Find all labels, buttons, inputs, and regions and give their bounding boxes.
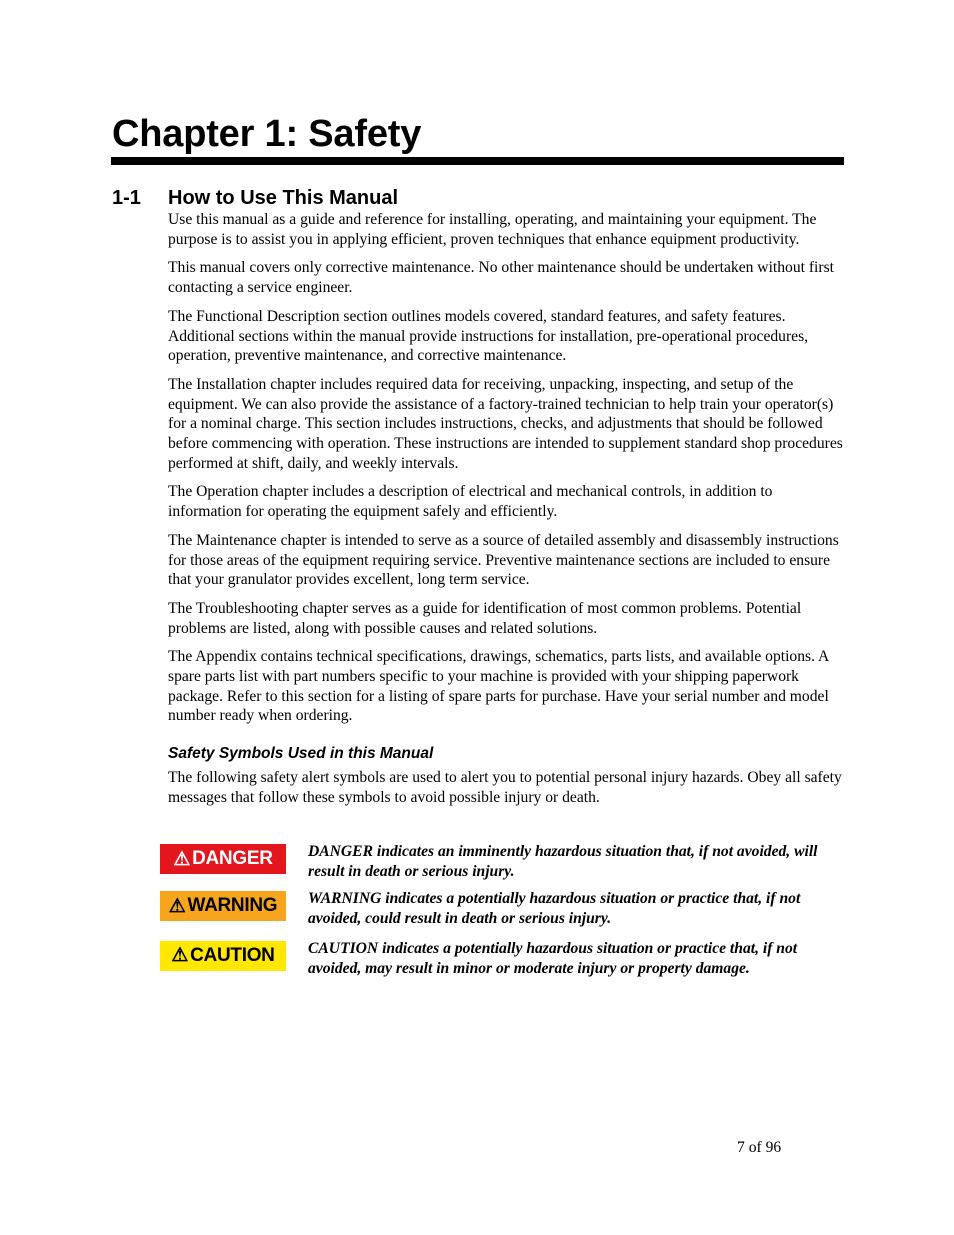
warning-badge: [160, 891, 286, 921]
warning-symbol-row: [160, 889, 844, 928]
paragraph-troubleshooting: The Troubleshooting chapter serves as a guide for identification of most common problems. Potential problems are listed, along with possible causes and related solutions.: [168, 599, 802, 637]
warning-description: WARNING indicates a potentially hazardous situation or practice that, if not avoided, could result in death or serious injury.: [308, 890, 801, 928]
paragraph-appendix: The Appendix contains technical specifications, drawings, schematics, parts lists, and available options. A spare parts list with part numbers specific to your machine is provided with your shipping paperwork package. Refer to this section for a listing of spare parts for purchase. Have your serial number and model number ready when ordering.: [168, 648, 829, 725]
page-number: 7 of 96: [737, 1139, 782, 1156]
chapter-title-rule: [111, 157, 844, 165]
caution-symbol-row: [160, 939, 844, 978]
danger-description: DANGER indicates an imminently hazardous situation that, if not avoided, will result in death or serious injury.: [308, 843, 818, 880]
paragraph-maintenance: The Maintenance chapter is intended to serve as a source of detailed assembly and disassembly instructions for those areas of the equipment requiring service. Preventive maintenance sections are included to ensure that your granulator provides excellent, long term service.: [168, 531, 839, 589]
paragraph-functional-description: The Functional Description section outlines models covered, standard features, and safety features. Additional sections within the manual provide instructions for installation, pre-operational procedures, operation, preventive maintenance, and corrective maintenance.: [168, 307, 809, 365]
section-heading: [112, 185, 398, 211]
caution-badge-label: CAUTION: [190, 944, 275, 966]
section-number: 1-1: [112, 187, 141, 209]
safety-symbols-list: [160, 842, 844, 978]
danger-badge-label: DANGER: [192, 848, 273, 869]
paragraph-intro: Use this manual as a guide and reference for installing, operating, and maintaining your equipment. The purpose is to assist you in applying efficient, proven techniques that enhance equipment productivity.: [168, 211, 817, 248]
paragraph-scope: This manual covers only corrective maintenance. No other maintenance should be undertaken without first contacting a service engineer.: [168, 259, 834, 297]
paragraph-operation: The Operation chapter includes a description of electrical and mechanical controls, in addition to information for operating the equipment safely and efficiently.: [168, 483, 773, 521]
warning-triangle-icon: ⚠: [173, 848, 191, 870]
caution-description: CAUTION indicates a potentially hazardous situation or practice that, if not avoided, may result in minor or moderate injury or property damage.: [308, 939, 798, 977]
warning-badge-label: WARNING: [187, 895, 278, 917]
safety-symbols-subheading: Safety Symbols Used in this Manual: [168, 745, 434, 763]
section-body: [168, 210, 844, 817]
warning-triangle-icon: ⚠: [168, 895, 186, 917]
section-title: How to Use This Manual: [168, 187, 399, 209]
chapter-title: Chapter 1: Safety: [112, 113, 422, 155]
caution-badge: [160, 941, 286, 971]
danger-symbol-row: [160, 842, 844, 881]
warning-triangle-icon: ⚠: [171, 945, 189, 967]
paragraph-installation: The Installation chapter includes required data for receiving, unpacking, inspecting, and setup of the equipment. We can also provide the assistance of a factory-trained technician to help train your operator(s) for a nominal charge. This section includes instructions, checks, and adjustments that should be followed before commencing with operation. These instructions are intended to supplement standard shop procedures performed at shift, daily, and weekly intervals.: [168, 375, 843, 472]
danger-badge: [160, 844, 286, 874]
safety-intro-paragraph: The following safety alert symbols are used to alert you to potential personal injury hazards. Obey all safety messages that follow these symbols to avoid possible injury or death.: [168, 769, 842, 806]
